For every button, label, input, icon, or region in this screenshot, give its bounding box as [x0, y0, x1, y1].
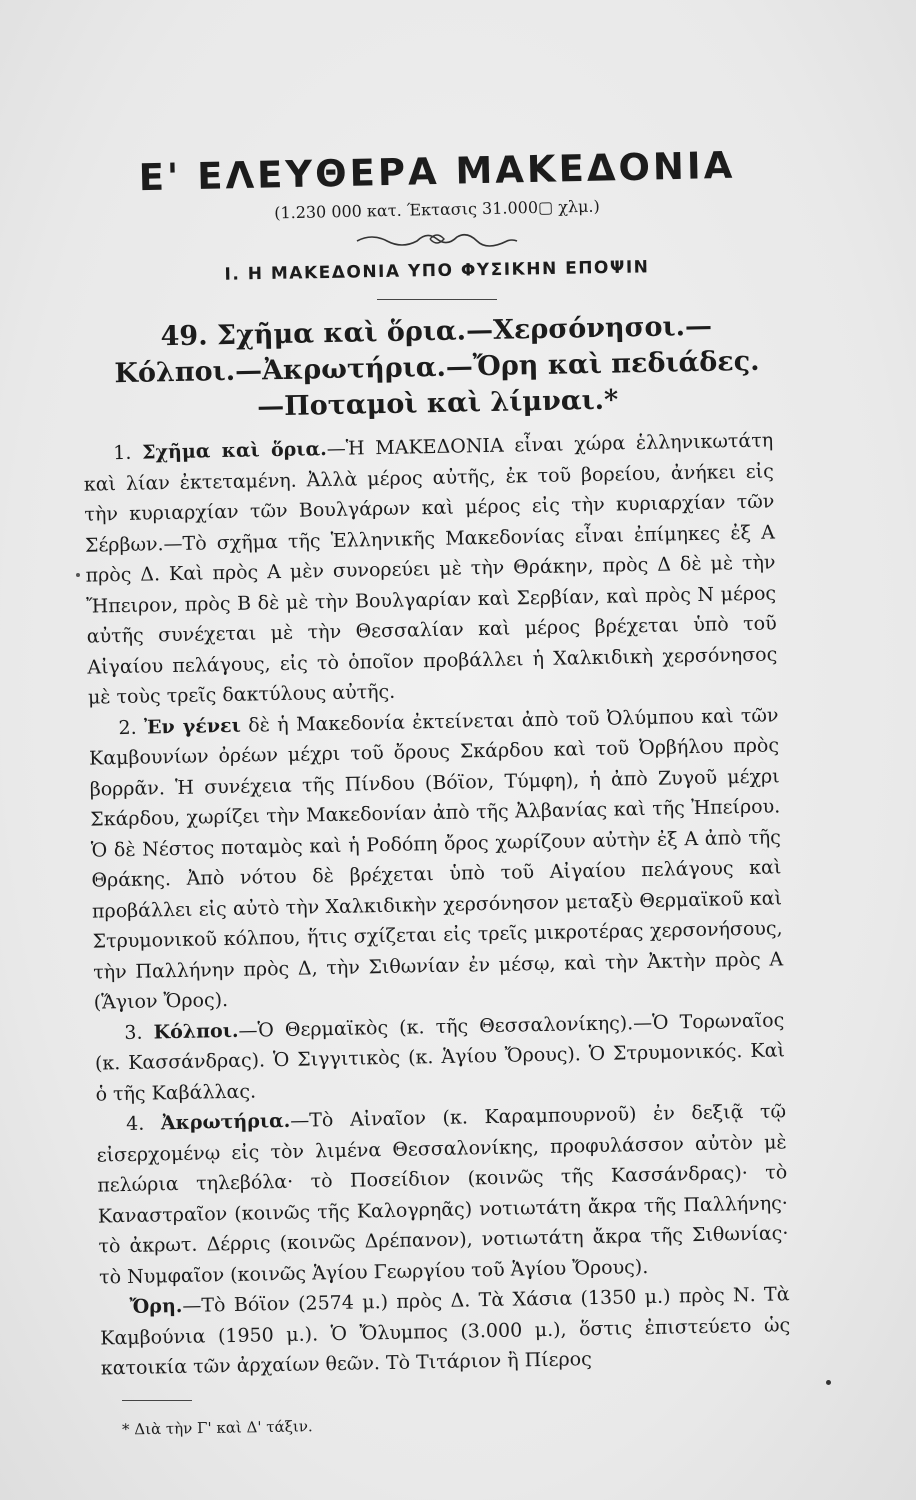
paragraph-number: 4.	[125, 1113, 145, 1136]
paragraph-heading: Σχῆμα καὶ ὅρια.	[141, 438, 327, 464]
print-speck	[76, 573, 80, 577]
chapter-title: Ε' ΕΛΕΥΘΕΡΑ ΜΑΚΕΔΟΝΙΑ	[138, 143, 736, 200]
section-title: Ι. Η ΜΑΚΕΔΟΝΙΑ ΥΠΟ ΦΥΣΙΚΗΝ ΕΠΟΨΙΝ	[224, 257, 650, 286]
paragraph-2	[88, 700, 784, 1018]
paragraph-heading: Κόλποι.	[153, 1019, 239, 1044]
chapter-subtitle: (1.230 000 κατ. Έκτασις 31.000▢ χλμ.)	[274, 196, 600, 223]
footnote-divider	[122, 1400, 192, 1401]
page-content	[83, 143, 791, 1439]
paragraph-number: 1.	[113, 442, 132, 465]
body-text	[83, 426, 791, 1385]
footnote: * Διὰ τὴν Γ' καὶ Δ' τάξιν.	[121, 1417, 313, 1439]
paragraph-4	[96, 1097, 789, 1293]
paragraph-text: —Τὸ Αἰναῖον (κ. Καραμπουρνοῦ) ἐν δεξιᾷ τῷ εἰσερχομένῳ εἰς τὸν λιμένα Θεσσαλονίκης, προφυλάσσον αὐτὸν μὲ πελώρια τηλεβόλα· τὸ Ποσείδιον (κοινῶς τῆς Κασσάνδρας)· τὸ Καναστραῖον (κοινῶς τῆς Καλογρηᾶς) νοτιωτάτη ἄκρα τῆς Παλλήνης· τὸ ἀκρωτ. Δέρρις (κοινῶς Δρέπανον), νοτιωτάτη ἄκρα τῆς Σιθωνίας· τὸ Νυμφαῖον (κοινῶς Ἁγίου Γεωργίου τοῦ Ἁγίου Ὄρους).	[96, 1100, 789, 1289]
ornament-icon	[352, 229, 522, 251]
paragraph-3	[94, 1005, 786, 1110]
paragraph-5	[99, 1280, 791, 1385]
paragraph-text: δὲ ἡ Μακεδονία ἐκτείνεται ἀπὸ τοῦ Ὀλύμπου καὶ τῶν Καμβουνίων ὀρέων μέχρι τοῦ ὄρους Σκάρδου καὶ τοῦ Ὀρβήλου πρὸς βορρᾶν. Ἡ συνέχεια τῆς Πίνδου (Βόϊον, Τύμφη), ἡ ἀπὸ Ζυγοῦ μέχρι Σκάρδου, χωρίζει τὴν Μακεδονίαν ἀπὸ τῆς Ἀλβανίας καὶ τῆς Ἠπείρου. Ὁ δὲ Νέστος ποταμὸς καὶ ἡ Ροδόπη ὄρος χωρίζουν αὐτὴν ἐξ Α ἀπὸ τῆς Θράκης. Ἀπὸ νότου δὲ βρέχεται ὑπὸ τοῦ Αἰγαίου πελάγους καὶ προβάλλει εἰς αὐτὸ τὴν Χαλκιδικὴν χερσόνησον μεταξὺ Θερμαϊκοῦ καὶ Στρυμονικοῦ κόλπου, ἥτις σχίζεται εἰς τρεῖς μικροτέρας χερσονήσους, τὴν Παλλήνην πρὸς Δ, τὴν Σιθωνίαν ἐν μέσῳ, καὶ τὴν Ἀκτὴν πρὸς Α (Ἅγιον Ὄρος).	[88, 704, 784, 1014]
lesson-title: 49. Σχῆμα καὶ ὅρια.—Χερσόνησοι.—Κόλποι.—Ἀκρωτήρια.—Ὄρη καὶ πεδιάδες.—Ποταμοὶ καὶ λίμναι.*	[114, 311, 760, 423]
divider	[377, 299, 497, 300]
paragraph-heading: Ἐν γένει	[143, 714, 241, 739]
paragraph-number: 2.	[118, 716, 137, 739]
paragraph-heading: Ἀκρωτήρια.	[160, 1110, 291, 1135]
paragraph-text: —Τὸ Βόϊον (2574 μ.) πρὸς Δ. Τὰ Χάσια (1350 μ.) πρὸς Ν. Τὰ Καμβούνια (1950 μ.). Ὁ Ὄλυμπος (3.000 μ.), ὅστις ἐπιστεύετο ὡς κατοικία τῶν ἀρχαίων θεῶν. Τὸ Τιτάριον ἢ Πίερος	[100, 1283, 791, 1380]
paragraph-text: —Ὁ Θερμαϊκὸς (κ. τῆς Θεσσαλονίκης).—Ὁ Τορωναῖος (κ. Κασσάνδρας). Ὁ Σιγγιτικὸς (κ. Ἁγίου Ὄρους). Ὁ Στρυμονικός. Καὶ ὁ τῆς Καβάλλας.	[94, 1009, 786, 1106]
paragraph-text: —Ἡ ΜΑΚΕΔΟΝΙΑ εἶναι χώρα ἑλληνικωτάτη καὶ λίαν ἐκτεταμένη. Ἀλλὰ μέρος αὐτῆς, ἐκ τοῦ βορείου, ἀνήκει εἰς τὴν κυριαρχίαν τῶν Βουλγάρων καὶ μέρος εἰς τὴν κυριαρχίαν τῶν Σέρβων.—Τὸ σχῆμα τῆς Ἑλληνικῆς Μακεδονίας εἶναι ἐπίμηκες ἐξ Α πρὸς Δ. Καὶ πρὸς Α μὲν συνορεύει μὲ τὴν Θράκην, πρὸς Δ δὲ μὲ τὴν Ἤπειρον, πρὸς Β δὲ μὲ τὴν Βουλγαρίαν καὶ Σερβίαν, καὶ πρὸς Ν μέρος αὐτῆς συνέχεται μὲ τὴν Θεσσαλίαν καὶ μέρος βρέχεται ὑπὸ τοῦ Αἰγαίου πελάγους, εἰς τὸ ὁποῖον προβάλλει ἡ Χαλκιδικὴ χερσόνησος μὲ τοὺς τρεῖς δακτύλους αὐτῆς.	[83, 429, 778, 710]
paragraph-number: 3.	[124, 1021, 143, 1044]
paragraph-1	[83, 426, 778, 714]
print-speck	[826, 1380, 831, 1385]
paragraph-heading: Ὄρη.	[129, 1295, 183, 1319]
